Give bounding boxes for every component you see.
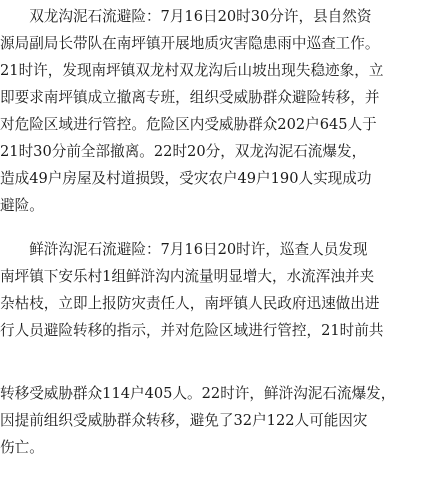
- text-line: 21时许，发现南坪镇双龙村双龙沟后山坡出现失稳迹象，立: [0, 62, 384, 79]
- text-line: 南坪镇下安乐村1组鲜浒沟内流量明显增大，水流浑浊并夹: [0, 268, 375, 285]
- text-line: 行人员避险转移的指示，并对危险区域进行管控，21时前共: [0, 322, 384, 339]
- text-line: 双龙沟泥石流避险：7月16日20时30分许，县自然资: [0, 8, 372, 25]
- text-line: 21时30分前全部撤离。22时20分，双龙沟泥石流爆发，: [0, 143, 367, 160]
- text-line: 造成49户房屋及村道损毁，受灾农户49户190人实现成功: [0, 170, 372, 187]
- text-line: 伤亡。: [0, 439, 44, 456]
- text-line: 杂枯枝，立即上报防灾责任人，南坪镇人民政府迅速做出进: [0, 295, 380, 312]
- text-line: 即要求南坪镇成立撤离专班，组织受威胁群众避险转移，并: [0, 89, 380, 106]
- text-line: 转移受威胁群众114户405人。22时许，鲜浒沟泥石流爆发，: [0, 385, 396, 402]
- text-line: 对危险区域进行管控。危险区内受威胁群众202户645人于: [0, 116, 377, 133]
- text-line: 鲜浒沟泥石流避险：7月16日20时许，巡查人员发现: [0, 241, 368, 258]
- text-line: 源局副局长带队在南坪镇开展地质灾害隐患雨中巡查工作。: [0, 35, 380, 52]
- text-line: 避险。: [0, 197, 44, 214]
- text-line: 因提前组织受威胁群众转移，避免了32户122人可能因灾: [0, 412, 368, 429]
